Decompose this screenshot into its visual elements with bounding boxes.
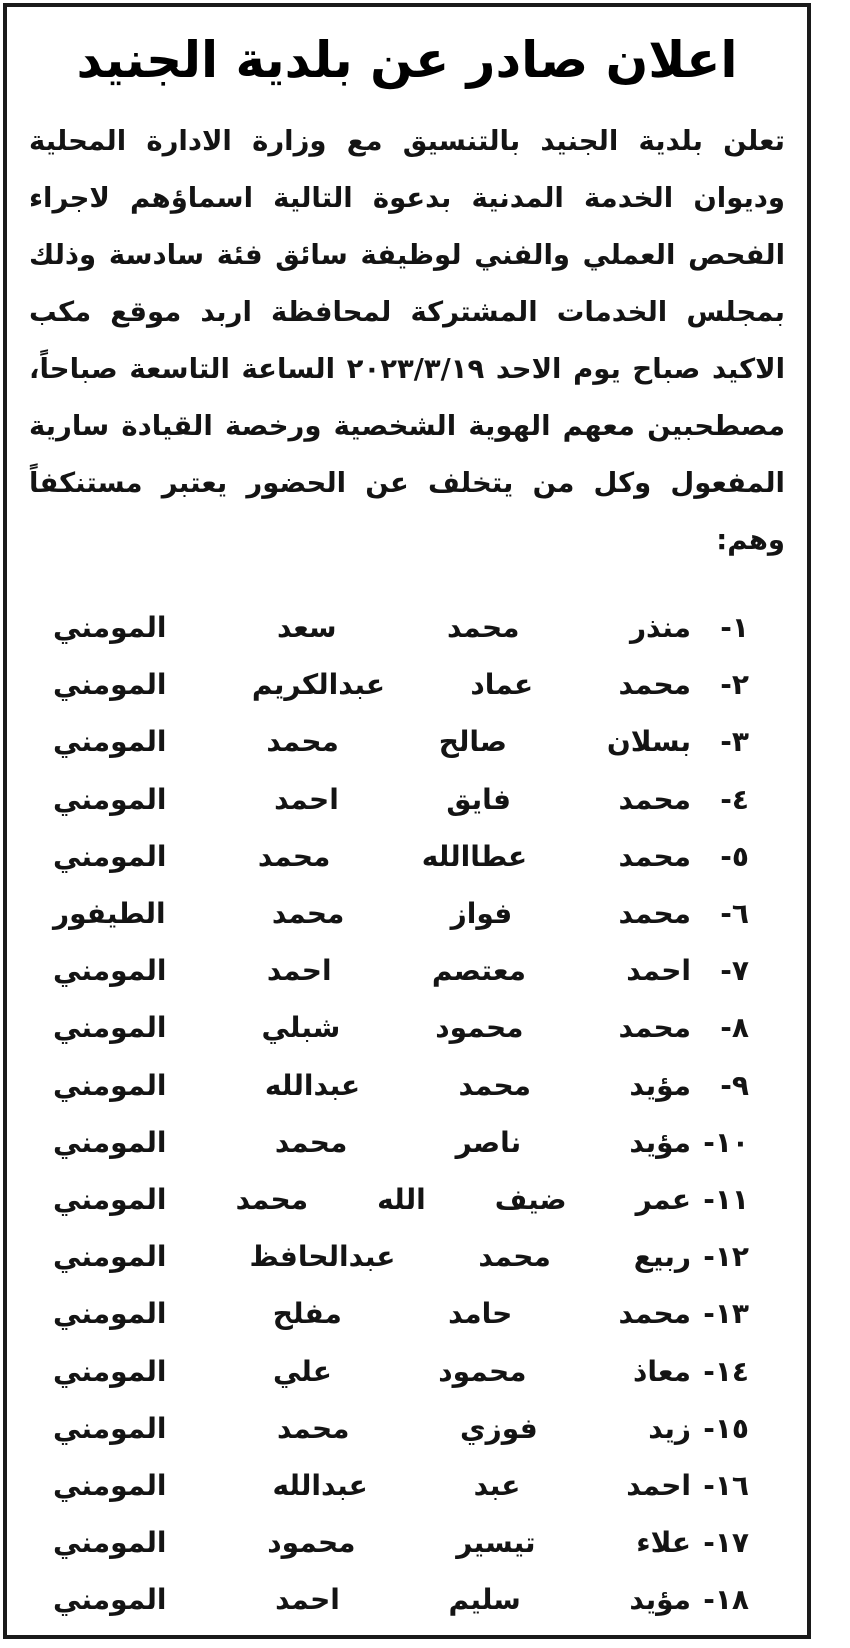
- candidate-row: [47, 1228, 749, 1285]
- candidate-row: [47, 1457, 749, 1514]
- candidate-row: [47, 1114, 749, 1171]
- candidate-number: ١٠-: [703, 1125, 749, 1159]
- candidate-name: زيد فوزي محمد المومني: [53, 1411, 691, 1445]
- candidate-name: علاء تيسير محمود المومني: [53, 1526, 691, 1560]
- candidate-row: [47, 1171, 749, 1228]
- candidate-name: عمر ضيف الله محمد المومني: [53, 1182, 691, 1216]
- candidate-row: [47, 1514, 749, 1571]
- candidate-name: ربيع محمد عبدالحافظ المومني: [53, 1240, 691, 1274]
- candidate-number: ٧-: [720, 954, 749, 988]
- candidate-name: محمد عطاالله محمد المومني: [53, 839, 691, 873]
- candidate-row: [47, 713, 749, 770]
- announcement-intro: تعلن بلدية الجنيد بالتنسيق مع وزارة الادارة المحلية وديوان الخدمة المدنية بدعوة التالية اسماؤهم لاجراء الفحص العملي والفني لوظيفة سائق فئة سادسة وذلك بمجلس الخدمات المشتركة لمحافظة اربد موقع مكب الاكيد صباح يوم الاحد ٢٠٢٣/٣/١٩ الساعة التاسعة صباحاً، مصطحبين معهم الهوية الشخصية ورخصة القيادة سارية المفعول وكل من يتخلف عن الحضور يعتبر مستنكفاً وهم:: [29, 125, 786, 556]
- candidate-number: ١٦-: [703, 1468, 749, 1502]
- candidate-number: ٨-: [720, 1011, 749, 1045]
- candidate-number: ١٣-: [703, 1297, 749, 1331]
- candidate-name: محمد فايق احمد المومني: [53, 782, 691, 816]
- candidate-name: معاذ محمود علي المومني: [53, 1354, 691, 1388]
- candidate-name: محمد حامد مفلح المومني: [53, 1297, 691, 1331]
- candidate-row: [47, 1285, 749, 1342]
- candidate-name: بسلان صالح محمد المومني: [53, 725, 691, 759]
- candidate-name: احمد عبد عبدالله المومني: [53, 1468, 691, 1502]
- candidate-name: مؤيد محمد عبدالله المومني: [53, 1068, 691, 1102]
- candidate-number: ١٥-: [703, 1411, 749, 1445]
- candidate-number: ١١-: [703, 1182, 749, 1216]
- candidate-number: ٩-: [720, 1068, 749, 1102]
- candidate-name: مؤيد ناصر محمد المومني: [53, 1125, 691, 1159]
- candidate-row: [47, 599, 749, 656]
- candidate-number: ٤-: [720, 782, 749, 816]
- announcement-frame: [3, 3, 811, 1639]
- candidate-name: احمد معتصم احمد المومني: [53, 954, 691, 988]
- candidate-row: [47, 1342, 749, 1399]
- candidate-name: محمد محمود شبلي المومني: [53, 1011, 691, 1045]
- candidate-number: ٣-: [720, 725, 749, 759]
- candidate-number: ٥-: [720, 839, 749, 873]
- candidate-row: [47, 942, 749, 999]
- candidate-row: [47, 999, 749, 1056]
- candidate-name: منذر محمد سعد المومني: [53, 611, 691, 645]
- candidate-name: مؤيد سليم احمد المومني: [53, 1583, 691, 1617]
- candidate-row: [47, 885, 749, 942]
- candidate-list: [47, 599, 749, 1628]
- candidate-number: ١٤-: [703, 1354, 749, 1388]
- announcement-title: اعلان صادر عن بلدية الجنيد: [76, 31, 738, 89]
- candidate-row: [47, 656, 749, 713]
- candidate-row: [47, 771, 749, 828]
- candidate-name: محمد عماد عبدالكريم المومني: [53, 668, 691, 702]
- candidate-number: ١-: [720, 611, 749, 645]
- candidate-number: ٦-: [720, 897, 749, 931]
- candidate-number: ١٨-: [703, 1583, 749, 1617]
- candidate-row: [47, 1400, 749, 1457]
- candidate-row: [47, 1571, 749, 1628]
- candidate-row: [47, 828, 749, 885]
- candidate-number: ١٧-: [703, 1526, 749, 1560]
- candidate-number: ٢-: [720, 668, 749, 702]
- candidate-name: محمد فواز محمد الطيفور: [53, 897, 691, 931]
- candidate-row: [47, 1057, 749, 1114]
- candidate-number: ١٢-: [703, 1240, 749, 1274]
